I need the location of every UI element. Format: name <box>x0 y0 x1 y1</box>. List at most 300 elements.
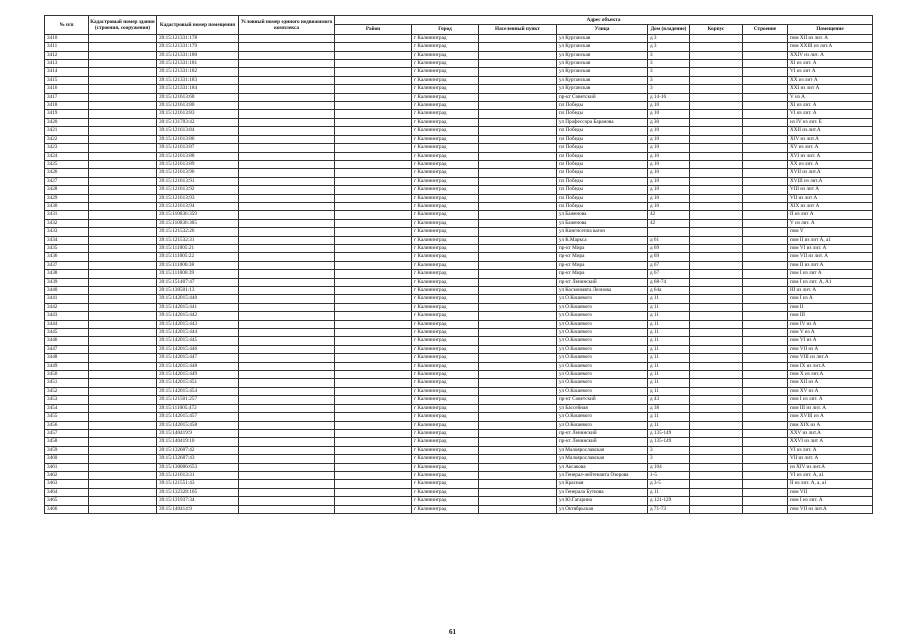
header-room: Помещение <box>788 25 873 34</box>
cell-street: ул Кингисеппа вагон <box>557 228 648 236</box>
cell-korpus <box>690 488 743 496</box>
table-row <box>45 102 873 110</box>
table-row <box>45 379 873 387</box>
cell-settlement <box>479 480 557 488</box>
cell-house: 3 <box>648 446 690 454</box>
cell-building-cadastral <box>89 110 157 118</box>
table-row <box>45 51 873 59</box>
cell-house: 42 <box>648 219 690 227</box>
table-row <box>45 471 873 479</box>
cell-room: пом VII <box>788 488 873 496</box>
cell-num: 3422 <box>45 135 89 143</box>
table-row <box>45 404 873 412</box>
cell-room-cadastral: 39:15:121551:43 <box>157 480 239 488</box>
cell-stroenie <box>743 135 788 143</box>
cell-room-cadastral: 39:15:121613:91 <box>157 177 239 185</box>
cell-district <box>335 93 412 101</box>
cell-num: 3448 <box>45 354 89 362</box>
cell-korpus <box>690 169 743 177</box>
table-row <box>45 68 873 76</box>
cell-korpus <box>690 34 743 42</box>
cell-building-cadastral <box>89 337 157 345</box>
cell-settlement <box>479 228 557 236</box>
cell-stroenie <box>743 228 788 236</box>
cell-room-cadastral: 39:15:142015:440 <box>157 295 239 303</box>
cell-house: д 11 <box>648 354 690 362</box>
cell-room: пом V <box>788 228 873 236</box>
table-row <box>45 76 873 84</box>
cell-room-cadastral: 39:15:140419:9 <box>157 429 239 437</box>
cell-city: г Калининград <box>412 379 479 387</box>
cell-room-cadastral: 39:15:142015:458 <box>157 421 239 429</box>
cell-num: 3431 <box>45 211 89 219</box>
cell-settlement <box>479 312 557 320</box>
cell-room-cadastral: 39:15:142015:443 <box>157 320 239 328</box>
cell-stroenie <box>743 244 788 252</box>
cell-building-cadastral <box>89 404 157 412</box>
cell-complex-number <box>239 278 335 286</box>
cell-complex-number <box>239 329 335 337</box>
cell-street: ул Октябрьская <box>557 505 648 513</box>
cell-room-cadastral: 39:15:140419:10 <box>157 438 239 446</box>
cell-settlement <box>479 261 557 269</box>
cell-room: III из лит. А <box>788 287 873 295</box>
cell-stroenie <box>743 396 788 404</box>
cell-korpus <box>690 413 743 421</box>
cell-street: пл Победы <box>557 152 648 160</box>
cell-city: г Калининград <box>412 186 479 194</box>
cell-city: г Калининград <box>412 429 479 437</box>
table-row <box>45 186 873 194</box>
cell-stroenie <box>743 60 788 68</box>
cell-room-cadastral: 39:15:121613:88 <box>157 152 239 160</box>
cell-street: пр-кт Советский <box>557 93 648 101</box>
cell-complex-number <box>239 345 335 353</box>
cell-korpus <box>690 497 743 505</box>
cell-room: II из лит. А, а, а1 <box>788 480 873 488</box>
cell-complex-number <box>239 312 335 320</box>
cell-stroenie <box>743 253 788 261</box>
cell-city: г Калининград <box>412 202 479 210</box>
cell-room-cadastral: 39:15:142015:444 <box>157 329 239 337</box>
cell-city: г Калининград <box>412 278 479 286</box>
cell-building-cadastral <box>89 60 157 68</box>
cell-korpus <box>690 303 743 311</box>
cell-room: пом IX из лит.А <box>788 362 873 370</box>
cell-district <box>335 261 412 269</box>
cell-complex-number <box>239 127 335 135</box>
cell-district <box>335 34 412 42</box>
cell-korpus <box>690 127 743 135</box>
table-row <box>45 278 873 286</box>
cell-room: пом XV из А <box>788 387 873 395</box>
cell-street: пр-кт Мира <box>557 253 648 261</box>
cell-num: 3434 <box>45 236 89 244</box>
cell-complex-number <box>239 51 335 59</box>
cell-stroenie <box>743 303 788 311</box>
cell-city: г Калининград <box>412 438 479 446</box>
cell-complex-number <box>239 211 335 219</box>
cell-num: 3466 <box>45 505 89 513</box>
cell-complex-number <box>239 287 335 295</box>
cell-city: г Калининград <box>412 303 479 311</box>
table-row <box>45 43 873 51</box>
cell-num: 3462 <box>45 471 89 479</box>
cell-district <box>335 186 412 194</box>
cell-street: ул Курганская <box>557 60 648 68</box>
cell-settlement <box>479 488 557 496</box>
cell-district <box>335 60 412 68</box>
cell-house: д 67 <box>648 270 690 278</box>
cell-korpus <box>690 60 743 68</box>
cell-city: г Калининград <box>412 194 479 202</box>
cell-room: XXI из лит А <box>788 85 873 93</box>
cell-settlement <box>479 278 557 286</box>
cell-district <box>335 144 412 152</box>
cell-complex-number <box>239 404 335 412</box>
cell-num: 3411 <box>45 43 89 51</box>
cell-city: г Калининград <box>412 497 479 505</box>
cell-building-cadastral <box>89 160 157 168</box>
cell-building-cadastral <box>89 387 157 395</box>
cell-street: пл Победы <box>557 135 648 143</box>
cell-korpus <box>690 379 743 387</box>
cell-district <box>335 152 412 160</box>
cell-korpus <box>690 295 743 303</box>
cell-district <box>335 387 412 395</box>
cell-house: 3 <box>648 68 690 76</box>
cell-house: д 11 <box>648 379 690 387</box>
cell-complex-number <box>239 438 335 446</box>
cell-stroenie <box>743 34 788 42</box>
cell-room-cadastral: 39:15:142015:447 <box>157 354 239 362</box>
cell-room-cadastral: 39:15:132328:105 <box>157 488 239 496</box>
cell-num: 3428 <box>45 186 89 194</box>
cell-city: г Калининград <box>412 34 479 42</box>
cell-num: 3417 <box>45 93 89 101</box>
cell-korpus <box>690 85 743 93</box>
cell-building-cadastral <box>89 488 157 496</box>
cell-complex-number <box>239 68 335 76</box>
cell-building-cadastral <box>89 287 157 295</box>
header-city: Город <box>412 25 479 34</box>
table-row <box>45 413 873 421</box>
cell-house: д 11 <box>648 413 690 421</box>
cell-room: XI из лит. А <box>788 60 873 68</box>
cell-num: 3441 <box>45 295 89 303</box>
cell-house: д 10 <box>648 152 690 160</box>
cell-settlement <box>479 244 557 252</box>
cell-room: пом I из лит. А <box>788 396 873 404</box>
cell-korpus <box>690 421 743 429</box>
cell-complex-number <box>239 34 335 42</box>
cell-building-cadastral <box>89 219 157 227</box>
cell-settlement <box>479 320 557 328</box>
cell-house: д 67 <box>648 261 690 269</box>
cell-settlement <box>479 160 557 168</box>
cell-korpus <box>690 110 743 118</box>
cell-num: 3427 <box>45 177 89 185</box>
cell-settlement <box>479 287 557 295</box>
cell-house: д 10 <box>648 202 690 210</box>
cell-stroenie <box>743 278 788 286</box>
cell-room: VI из лит. А <box>788 110 873 118</box>
cell-stroenie <box>743 160 788 168</box>
cell-district <box>335 480 412 488</box>
cell-num: 3461 <box>45 463 89 471</box>
cell-district <box>335 371 412 379</box>
cell-korpus <box>690 362 743 370</box>
cell-korpus <box>690 463 743 471</box>
cell-room-cadastral: 39:15:142015:457 <box>157 413 239 421</box>
cell-room: пом I из лит А <box>788 270 873 278</box>
cell-house: д 11 <box>648 312 690 320</box>
cell-complex-number <box>239 219 335 227</box>
cell-building-cadastral <box>89 505 157 513</box>
cell-settlement <box>479 76 557 84</box>
header-korpus: Корпус <box>690 25 743 34</box>
cell-room: пом II из лит А, а1 <box>788 236 873 244</box>
cell-building-cadastral <box>89 455 157 463</box>
cell-complex-number <box>239 152 335 160</box>
cell-room: XX из лит. А <box>788 160 873 168</box>
cell-house: д 69 <box>648 244 690 252</box>
cell-district <box>335 429 412 437</box>
cell-korpus <box>690 43 743 51</box>
cell-street: пл Победы <box>557 127 648 135</box>
cell-district <box>335 295 412 303</box>
cell-settlement <box>479 413 557 421</box>
cell-complex-number <box>239 253 335 261</box>
cell-house <box>648 228 690 236</box>
cell-korpus <box>690 144 743 152</box>
cell-settlement <box>479 371 557 379</box>
cell-settlement <box>479 345 557 353</box>
cell-num: 3452 <box>45 387 89 395</box>
cell-building-cadastral <box>89 261 157 269</box>
cell-room-cadastral: 39:15:142015:449 <box>157 371 239 379</box>
cell-street: ул О.Кошевого <box>557 295 648 303</box>
header-settlement: Населенный пункт <box>479 25 557 34</box>
cell-korpus <box>690 287 743 295</box>
cell-city: г Калининград <box>412 396 479 404</box>
cell-city: г Калининград <box>412 102 479 110</box>
cell-stroenie <box>743 446 788 454</box>
cell-room: XIX из лит А <box>788 202 873 210</box>
cell-settlement <box>479 236 557 244</box>
cell-city: г Калининград <box>412 110 479 118</box>
cell-street: пл Победы <box>557 194 648 202</box>
cell-korpus <box>690 429 743 437</box>
cell-street: ул Курганская <box>557 34 648 42</box>
cell-num: 3436 <box>45 253 89 261</box>
cell-house: д 10 <box>648 102 690 110</box>
cell-settlement <box>479 194 557 202</box>
cell-room: VII из лит А <box>788 194 873 202</box>
cell-complex-number <box>239 60 335 68</box>
cell-city: г Калининград <box>412 60 479 68</box>
cell-num: 3416 <box>45 85 89 93</box>
cell-korpus <box>690 51 743 59</box>
cell-street: ул О.Кошевого <box>557 379 648 387</box>
cell-room: пом I из лит. А, А1 <box>788 278 873 286</box>
cell-street: ул Генерал-лейтенанта Озерова <box>557 471 648 479</box>
cell-num: 3458 <box>45 438 89 446</box>
cell-stroenie <box>743 371 788 379</box>
cell-district <box>335 413 412 421</box>
cell-room: пом VI из А <box>788 337 873 345</box>
table-row <box>45 118 873 126</box>
cell-room: XVIII из лит.А <box>788 177 873 185</box>
cell-city: г Калининград <box>412 320 479 328</box>
cell-house: д 43 <box>648 396 690 404</box>
cell-stroenie <box>743 471 788 479</box>
header-house: Дом (владение) <box>648 25 690 34</box>
cell-house: д 64а <box>648 287 690 295</box>
header-district: Район <box>335 25 412 34</box>
cell-stroenie <box>743 261 788 269</box>
cell-room: пом XVIII из А <box>788 413 873 421</box>
cell-room: пом XXIII из лит.А <box>788 43 873 51</box>
cell-street: ул Ю.Гагарина <box>557 497 648 505</box>
cell-house: д 11 <box>648 303 690 311</box>
cell-settlement <box>479 51 557 59</box>
cell-stroenie <box>743 413 788 421</box>
cell-stroenie <box>743 76 788 84</box>
cell-district <box>335 438 412 446</box>
cell-num: 3412 <box>45 51 89 59</box>
cell-street: ул Малоярославская <box>557 455 648 463</box>
cell-settlement <box>479 270 557 278</box>
cell-stroenie <box>743 144 788 152</box>
cell-house: д 11 <box>648 488 690 496</box>
cell-korpus <box>690 404 743 412</box>
cell-street: ул О.Кошевого <box>557 303 648 311</box>
table-row <box>45 270 873 278</box>
cell-room-cadastral: 39:15:121613:84 <box>157 127 239 135</box>
cell-house: 42 <box>648 211 690 219</box>
register-table <box>44 15 873 514</box>
cell-street: пр-кт Мира <box>557 270 648 278</box>
cell-complex-number <box>239 396 335 404</box>
cell-building-cadastral <box>89 253 157 261</box>
cell-room: пом I из лит. А <box>788 497 873 505</box>
cell-room: XXIV из лит. А <box>788 51 873 59</box>
cell-city: г Калининград <box>412 387 479 395</box>
cell-room-cadastral: 39:15:131703:42 <box>157 118 239 126</box>
cell-complex-number <box>239 497 335 505</box>
cell-city: г Калининград <box>412 177 479 185</box>
cell-house: д 61 <box>648 236 690 244</box>
cell-complex-number <box>239 160 335 168</box>
cell-stroenie <box>743 345 788 353</box>
cell-house: д 10 <box>648 144 690 152</box>
cell-street: ул О.Кошевого <box>557 337 648 345</box>
cell-stroenie <box>743 480 788 488</box>
cell-street: ул О.Кошевого <box>557 421 648 429</box>
cell-street: пл Победы <box>557 144 648 152</box>
cell-num: 3423 <box>45 144 89 152</box>
cell-district <box>335 160 412 168</box>
cell-room: из IV из лит. Е <box>788 118 873 126</box>
cell-room: XXVI из лит А <box>788 438 873 446</box>
cell-city: г Калининград <box>412 404 479 412</box>
cell-building-cadastral <box>89 118 157 126</box>
cell-num: 3429 <box>45 194 89 202</box>
cell-korpus <box>690 93 743 101</box>
cell-building-cadastral <box>89 354 157 362</box>
cell-city: г Калининград <box>412 354 479 362</box>
cell-city: г Калининград <box>412 480 479 488</box>
table-row <box>45 488 873 496</box>
table-row <box>45 110 873 118</box>
cell-complex-number <box>239 455 335 463</box>
cell-building-cadastral <box>89 421 157 429</box>
cell-korpus <box>690 186 743 194</box>
cell-room-cadastral: 39:15:121331:179 <box>157 43 239 51</box>
cell-district <box>335 421 412 429</box>
cell-complex-number <box>239 186 335 194</box>
table-row <box>45 345 873 353</box>
table-row <box>45 396 873 404</box>
cell-settlement <box>479 463 557 471</box>
cell-complex-number <box>239 270 335 278</box>
cell-building-cadastral <box>89 371 157 379</box>
cell-stroenie <box>743 85 788 93</box>
table-row <box>45 497 873 505</box>
cell-stroenie <box>743 287 788 295</box>
cell-complex-number <box>239 43 335 51</box>
cell-district <box>335 337 412 345</box>
cell-complex-number <box>239 118 335 126</box>
cell-settlement <box>479 253 557 261</box>
header-street: Улица <box>557 25 648 34</box>
cell-complex-number <box>239 102 335 110</box>
cell-house: 3 <box>648 455 690 463</box>
cell-room-cadastral: 39:15:121613:94 <box>157 202 239 210</box>
cell-district <box>335 51 412 59</box>
table-row <box>45 228 873 236</box>
table-row <box>45 85 873 93</box>
table-row <box>45 455 873 463</box>
cell-settlement <box>479 362 557 370</box>
table-row <box>45 421 873 429</box>
table-row <box>45 236 873 244</box>
cell-house: д 10 <box>648 135 690 143</box>
table-row <box>45 354 873 362</box>
cell-settlement <box>479 337 557 345</box>
cell-num: 3453 <box>45 396 89 404</box>
cell-korpus <box>690 194 743 202</box>
cell-num: 3459 <box>45 446 89 454</box>
cell-city: г Калининград <box>412 152 479 160</box>
cell-city: г Калининград <box>412 446 479 454</box>
table-row <box>45 261 873 269</box>
cell-room: VI из лит А <box>788 68 873 76</box>
cell-num: 3450 <box>45 371 89 379</box>
cell-num: 3438 <box>45 270 89 278</box>
cell-city: г Калининград <box>412 455 479 463</box>
cell-district <box>335 404 412 412</box>
cell-korpus <box>690 253 743 261</box>
cell-building-cadastral <box>89 127 157 135</box>
cell-district <box>335 497 412 505</box>
cell-house: д 10 <box>648 194 690 202</box>
header-building-cadastral: Кадастровый номер здания (строения, сооружения) <box>89 16 157 35</box>
cell-num: 3447 <box>45 345 89 353</box>
cell-room: VI из лит. А <box>788 446 873 454</box>
cell-complex-number <box>239 194 335 202</box>
